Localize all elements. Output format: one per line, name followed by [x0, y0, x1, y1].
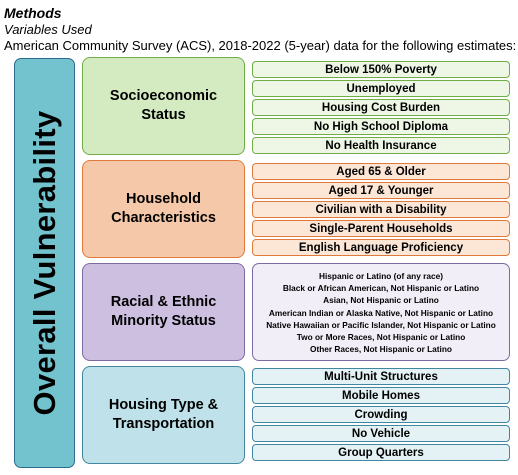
category-label-line1: Socioeconomic: [109, 88, 218, 104]
category-label-line2: Minority Status: [111, 313, 216, 329]
overall-vulnerability-label: Overall Vulnerability: [26, 110, 62, 416]
overall-vulnerability-box: [14, 58, 75, 468]
variable-item: Housing Cost Burden: [252, 99, 510, 116]
category-label-line1: Household: [126, 191, 201, 207]
variable-item: No Vehicle: [252, 425, 510, 442]
variable-item: Other Races, Not Hispanic or Latino: [310, 344, 452, 355]
variable-item: Unemployed: [252, 80, 510, 97]
category-housing-type-transportation: [82, 366, 245, 464]
variable-item: American Indian or Alaska Native, Not Hispanic or Latino: [268, 307, 494, 318]
variable-item: Below 150% Poverty: [252, 61, 510, 78]
variable-item: No Health Insurance: [252, 137, 510, 154]
variable-item: Two or More Races, Not Hispanic or Latino: [296, 332, 466, 343]
category-label-line1: Housing Type &: [108, 397, 219, 413]
variable-item: Asian, Not Hispanic or Latino: [323, 295, 439, 306]
data-source-description: American Community Survey (ACS), 2018-2022 (5-year) data for the following estimates:: [4, 38, 517, 53]
variable-item: Aged 17 & Younger: [252, 182, 510, 199]
variable-item: No High School Diploma: [252, 118, 510, 135]
variable-item: Black or African American, Not Hispanic or Latino: [282, 283, 480, 294]
variable-item: English Language Proficiency: [252, 239, 510, 256]
category-racial-ethnic-minority-status: [82, 263, 245, 361]
category-household-characteristics: [82, 160, 245, 258]
racial-ethnic-variables-box: [252, 263, 510, 361]
category-label-line2: Status: [141, 107, 186, 123]
variable-item: Multi-Unit Structures: [252, 368, 510, 385]
category-label-line2: Characteristics: [111, 210, 216, 226]
category-socioeconomic-status: [82, 57, 245, 155]
variable-item: Group Quarters: [252, 444, 510, 461]
category-label-line1: Racial & Ethnic: [110, 294, 217, 310]
page-title: Methods: [4, 5, 62, 21]
variable-item: Civilian with a Disability: [252, 201, 510, 218]
variable-item: Native Hawaiian or Pacific Islander, Not Hispanic or Latino: [266, 319, 496, 330]
variable-item: Aged 65 & Older: [252, 163, 510, 180]
variable-item: Hispanic or Latino (of any race): [318, 271, 444, 281]
variable-item: Single-Parent Households: [252, 220, 510, 237]
variable-item: Mobile Homes: [252, 387, 510, 404]
variable-item: Crowding: [252, 406, 510, 423]
page-subtitle: Variables Used: [4, 22, 92, 37]
category-label-line2: Transportation: [112, 416, 215, 432]
